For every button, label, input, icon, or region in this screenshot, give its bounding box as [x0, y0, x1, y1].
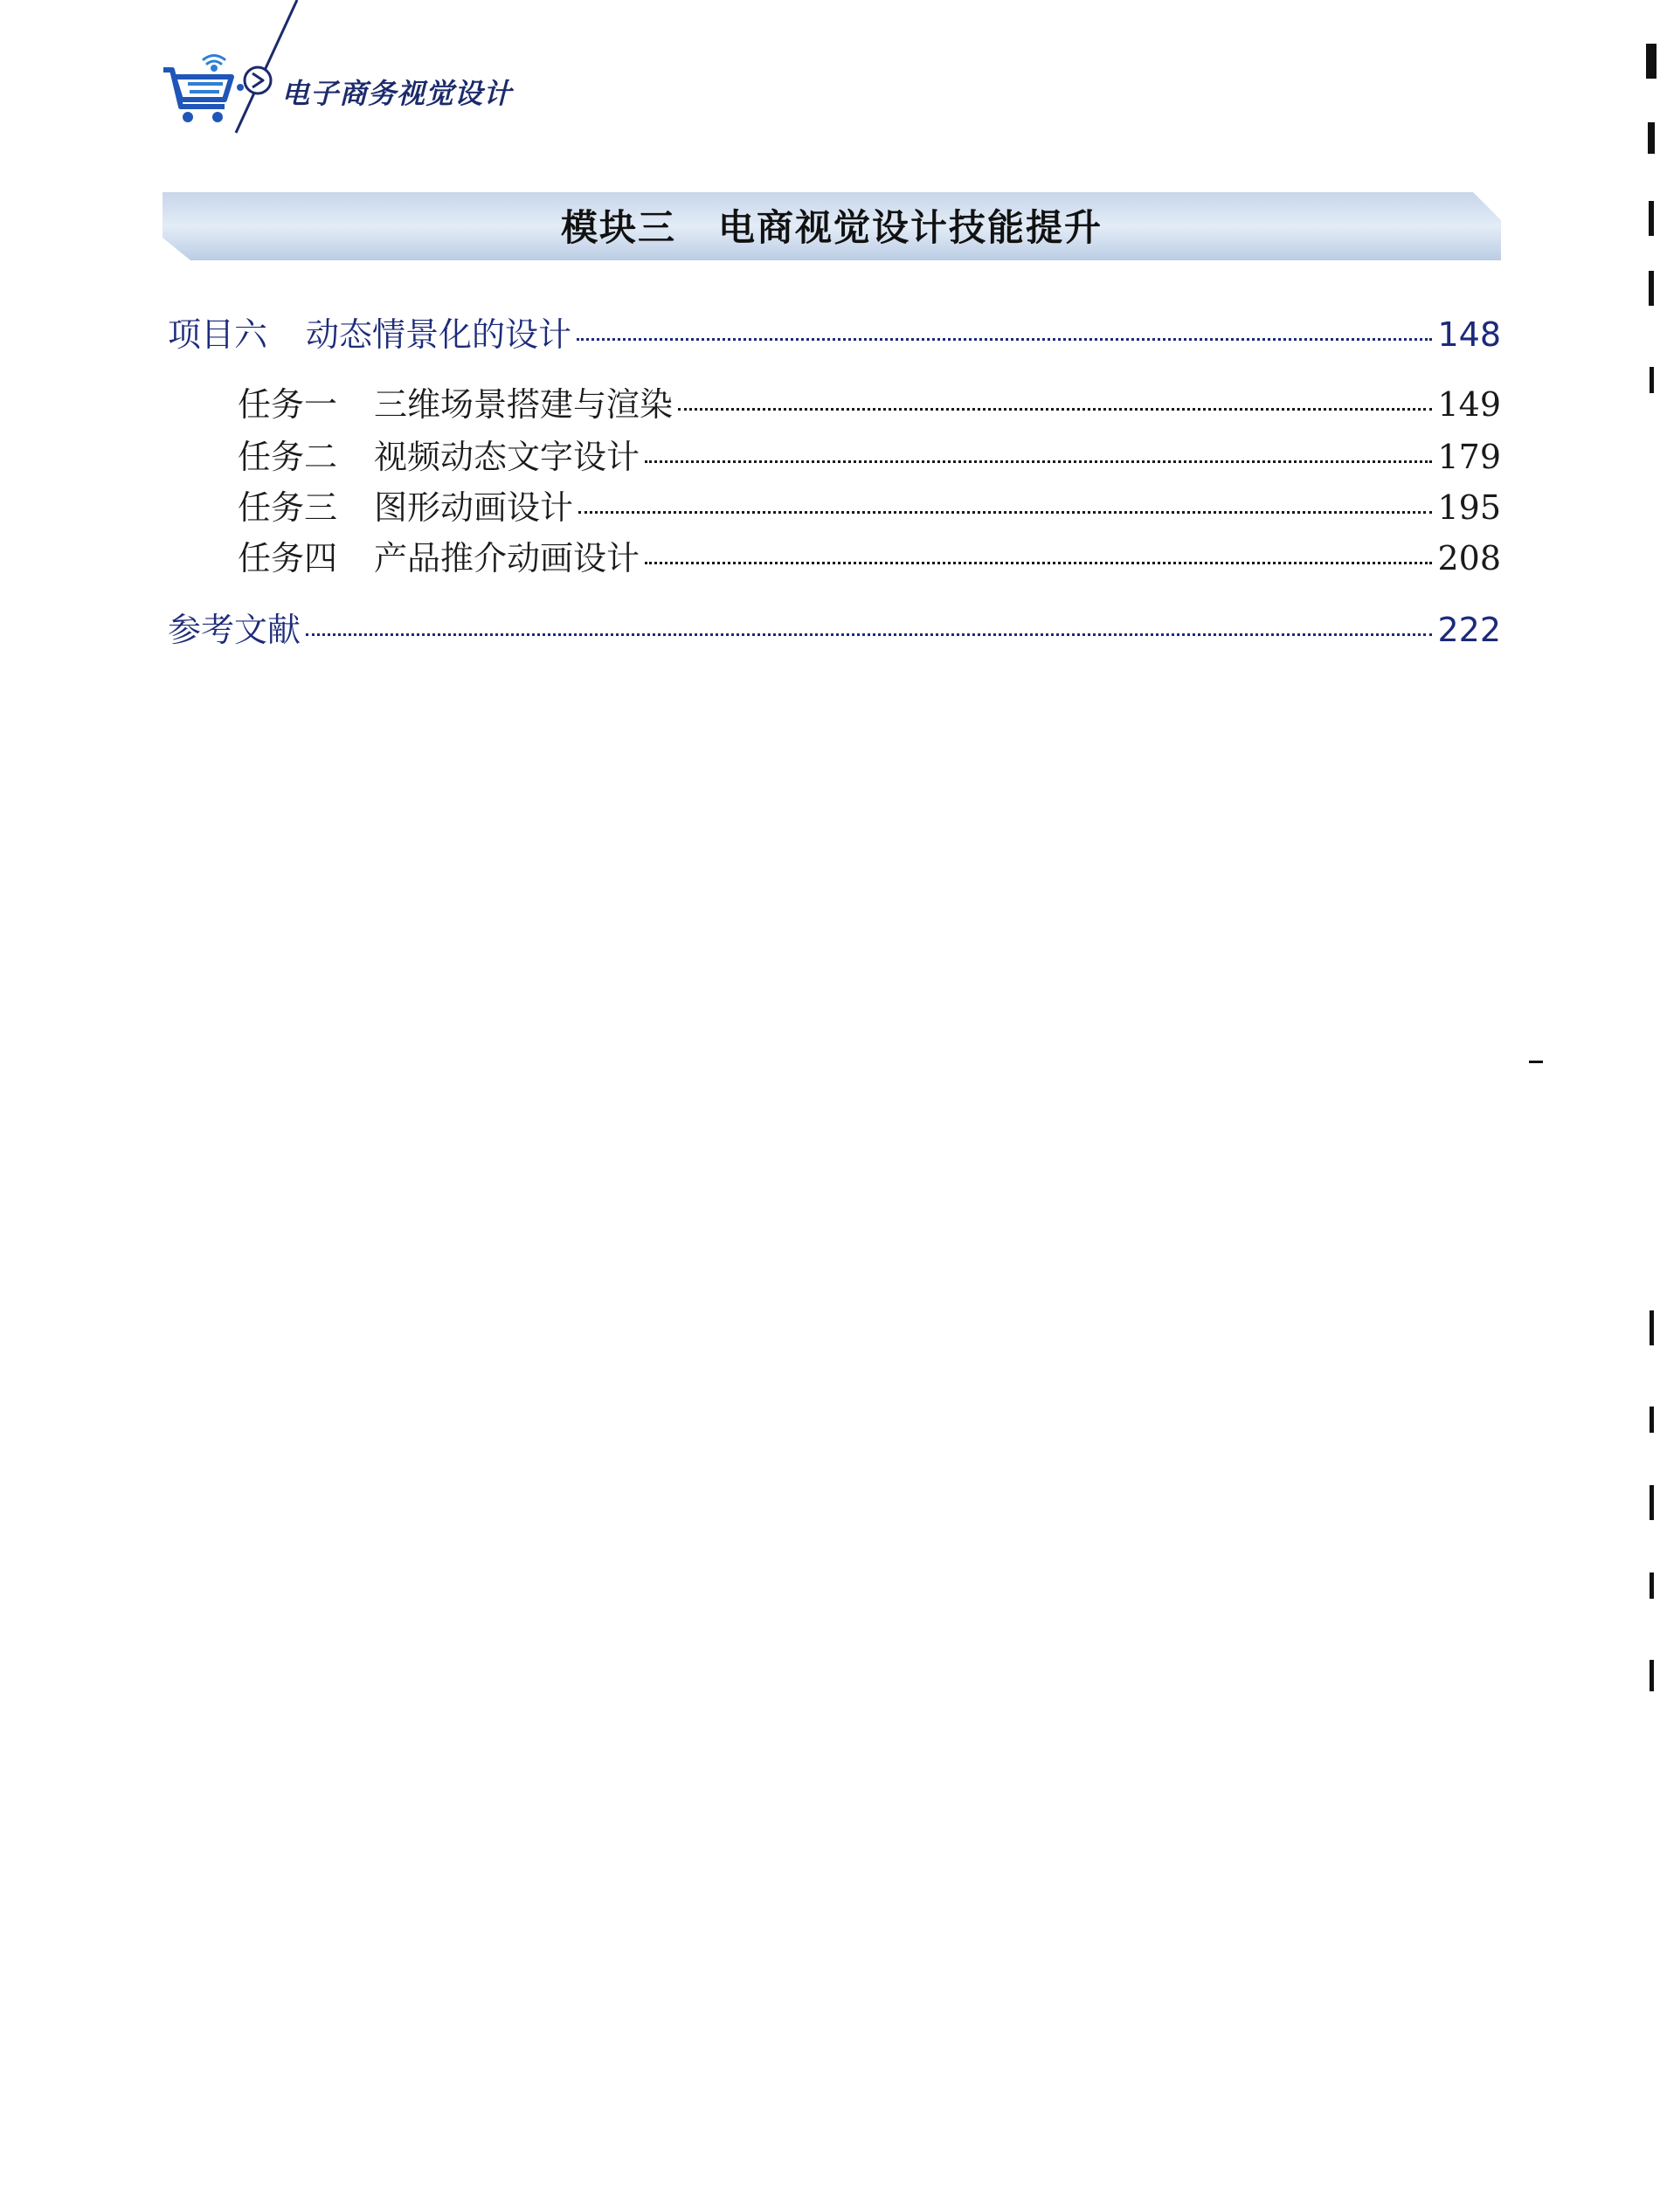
toc-leader-dots	[678, 408, 1432, 411]
toc-project-title: 动态情景化的设计	[306, 315, 572, 354]
toc-project-row[interactable]	[168, 308, 1501, 356]
toc-task-row[interactable]	[238, 480, 1501, 529]
toc-task-number: 任务一	[238, 385, 338, 424]
toc-leader-dots	[645, 562, 1432, 564]
toc-task-number: 任务三	[238, 488, 338, 527]
book-title: 电子商务视觉设计	[281, 77, 513, 110]
toc-task-number: 任务二	[238, 438, 338, 476]
toc-task-title: 视频动态文字设计	[374, 438, 640, 476]
scan-edge-mark	[1649, 201, 1654, 236]
toc-task-page: 195	[1437, 488, 1501, 527]
header-logo	[162, 0, 529, 140]
scan-edge-mark	[1649, 271, 1654, 306]
scan-edge-mark	[1650, 367, 1654, 393]
toc-references-row[interactable]	[168, 603, 1501, 651]
toc-task-title: 图形动画设计	[374, 488, 574, 527]
module-heading	[163, 189, 1501, 262]
toc-leader-dots	[578, 511, 1432, 514]
toc-leader-dots	[306, 633, 1432, 636]
module-number: 模块三	[560, 206, 676, 249]
toc-project-page: 148	[1437, 315, 1501, 354]
wifi-icon	[204, 56, 225, 71]
toc-task-title: 产品推介动画设计	[374, 539, 640, 577]
scan-edge-mark	[1529, 1061, 1543, 1063]
scan-edge-mark	[1650, 1310, 1654, 1345]
toc-leader-dots	[645, 460, 1432, 463]
toc-task-number: 任务四	[238, 539, 338, 577]
header-divider-line	[236, 0, 297, 133]
arrow-circle-icon	[245, 67, 271, 93]
toc-task-page: 179	[1437, 438, 1501, 476]
toc-references-page: 222	[1437, 611, 1501, 649]
shopping-cart-icon	[163, 70, 244, 122]
toc-task-page: 208	[1437, 539, 1501, 577]
scan-edge-mark	[1650, 1407, 1654, 1433]
scan-edge-mark	[1650, 1485, 1654, 1520]
toc-task-title: 三维场景搭建与渲染	[374, 385, 674, 424]
toc-task-row[interactable]	[238, 430, 1501, 478]
scan-edge-mark	[1646, 44, 1657, 79]
scan-edge-mark	[1650, 1573, 1654, 1599]
toc-leader-dots	[577, 338, 1432, 341]
scan-edge-mark	[1650, 1660, 1654, 1691]
toc-task-page: 149	[1437, 385, 1501, 424]
module-title: 电商视觉设计技能提升	[718, 206, 1103, 249]
scan-edge-mark	[1648, 122, 1655, 154]
toc-references-title: 参考文献	[168, 611, 301, 649]
toc-project-number: 项目六	[168, 315, 268, 354]
toc-task-row[interactable]	[238, 377, 1501, 425]
toc-task-row[interactable]	[238, 531, 1501, 579]
